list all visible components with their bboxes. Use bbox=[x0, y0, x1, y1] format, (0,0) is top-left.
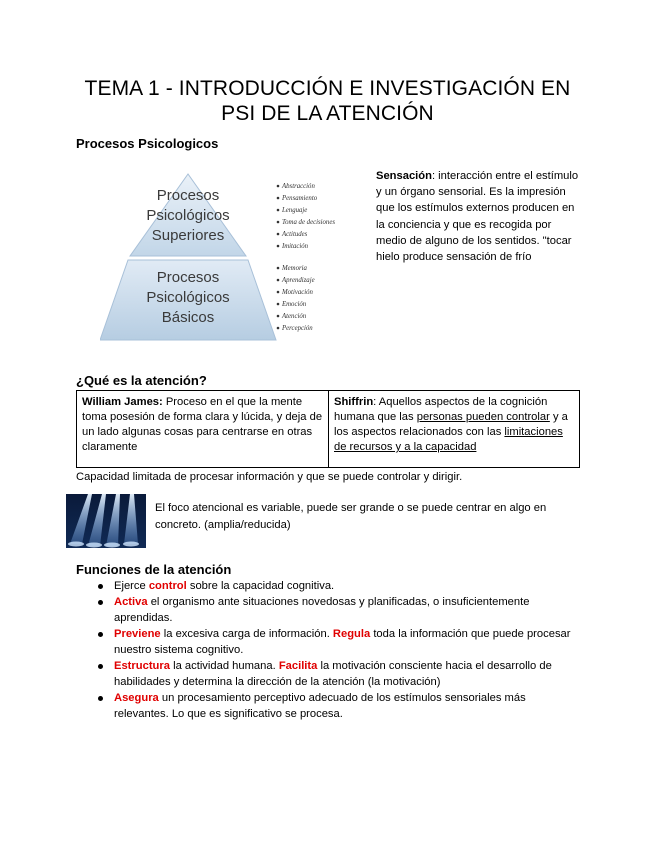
list-item bbox=[76, 626, 581, 658]
basic-item: Motivación bbox=[282, 289, 313, 296]
item-text: toda la información que puede procesar nuestro sistema cognitivo. bbox=[114, 628, 571, 656]
shiffrin-text-2: y a los aspectos relacionados con las bbox=[334, 411, 568, 438]
item-keyword: Activa bbox=[114, 596, 148, 608]
bullet-icon bbox=[98, 600, 103, 605]
william-james-name: William James: bbox=[82, 396, 163, 408]
william-james-cell bbox=[77, 391, 329, 467]
superior-item: Abstracción bbox=[282, 183, 315, 190]
procesos-heading: Procesos Psicologicos bbox=[76, 136, 219, 151]
spotlight-image bbox=[66, 494, 146, 548]
item-keyword: Previene bbox=[114, 628, 161, 640]
superior-item: Pensamiento bbox=[282, 195, 318, 202]
item-keyword: Asegura bbox=[114, 692, 159, 704]
bullet-icon bbox=[98, 664, 103, 669]
basic-item: Aprendizaje bbox=[282, 277, 315, 284]
item-text: Ejerce bbox=[114, 580, 149, 592]
sensacion-term: Sensación bbox=[376, 170, 432, 182]
definitions-table bbox=[76, 390, 580, 468]
title-line-2: PSI DE LA ATENCIÓN bbox=[221, 102, 434, 125]
pyramid-top-label-1: Procesos bbox=[156, 187, 220, 204]
foco-atencional-text: El foco atencional es variable, puede ser grande o se puede centrar en algo en concreto. (amplia/reducida) bbox=[155, 502, 547, 531]
shiffrin-underline-2: limitaciones de recursos y a la capacidad bbox=[334, 426, 563, 453]
superior-item: Toma de decisiones bbox=[282, 219, 335, 226]
shiffrin-text-1: : Aquellos aspectos de la cognición humana que las bbox=[334, 396, 548, 423]
item-keyword: Regula bbox=[332, 628, 371, 640]
basic-item: Memoria bbox=[282, 265, 307, 272]
bullet-icon bbox=[98, 584, 103, 589]
sensacion-text: : interacción entre el estímulo y un órgano sensorial. Es la impresión que los estímulos externos producen en la conciencia y que es recogida por medio de alguno de los sentidos. "tocar hielo produce sensación de frío bbox=[376, 170, 579, 264]
item-keyword: Estructura bbox=[114, 660, 170, 672]
item-text: la actividad humana. bbox=[169, 660, 279, 672]
superior-items-list bbox=[277, 183, 336, 250]
list-item bbox=[76, 658, 581, 690]
item-text: sobre la capacidad cognitiva. bbox=[186, 580, 335, 592]
title-line-1: TEMA 1 - INTRODUCCIÓN E INVESTIGACIÓN EN bbox=[84, 77, 571, 100]
superior-item: Imitación bbox=[282, 243, 309, 250]
pyramid-bottom-label-2: Psicológicos bbox=[146, 289, 230, 306]
list-item bbox=[76, 594, 581, 626]
pyramid-diagram bbox=[100, 172, 352, 348]
pyramid-bottom-label-1: Procesos bbox=[156, 269, 220, 286]
basic-item: Emoción bbox=[282, 301, 307, 308]
basic-items-list bbox=[277, 265, 315, 332]
item-text: la motivación consciente hacia el desarrollo de habilidades y determina la dirección de la atención (la motivación) bbox=[114, 660, 552, 688]
superior-item: Actitudes bbox=[282, 231, 308, 238]
item-text: un procesamiento perceptivo adecuado de los estímulos sensoriales más relevantes. Lo que es significativo se procesa. bbox=[114, 692, 526, 720]
item-keyword: Facilita bbox=[278, 660, 318, 672]
bullet-icon bbox=[98, 632, 103, 637]
pyramid-top-label-2: Psicológicos bbox=[146, 207, 230, 224]
funciones-list bbox=[76, 578, 581, 722]
item-text: la excesiva carga de información. bbox=[160, 628, 333, 640]
bullet-icon bbox=[98, 696, 103, 701]
shiffrin-name: Shiffrin bbox=[334, 396, 374, 408]
basic-item: Atención bbox=[282, 313, 307, 320]
shiffrin-cell bbox=[329, 391, 579, 467]
shiffrin-underline-1: personas pueden controlar bbox=[416, 411, 550, 423]
list-item bbox=[76, 578, 581, 594]
superior-item: Lenguaje bbox=[282, 207, 308, 214]
que-es-atencion-heading: ¿Qué es la atención? bbox=[76, 373, 207, 388]
capacidad-text: Capacidad limitada de procesar información y que se puede controlar y dirigir. bbox=[76, 471, 463, 483]
document-title bbox=[40, 76, 615, 126]
sensacion-definition bbox=[376, 168, 581, 265]
basic-item: Percepción bbox=[282, 325, 313, 332]
pyramid-top-label-3: Superiores bbox=[151, 227, 225, 244]
william-james-text: Proceso en el que la mente toma posesión de forma clara y lúcida, y deja de un lado algunas cosas para centrarse en otras claramente bbox=[82, 396, 323, 453]
funciones-heading: Funciones de la atención bbox=[76, 562, 232, 577]
pyramid-bottom-label-3: Básicos bbox=[161, 309, 215, 326]
item-text: el organismo ante situaciones novedosas y planificadas, o insuficientemente aprendidas. bbox=[114, 596, 530, 624]
item-keyword: control bbox=[148, 580, 187, 592]
list-item bbox=[76, 690, 581, 722]
